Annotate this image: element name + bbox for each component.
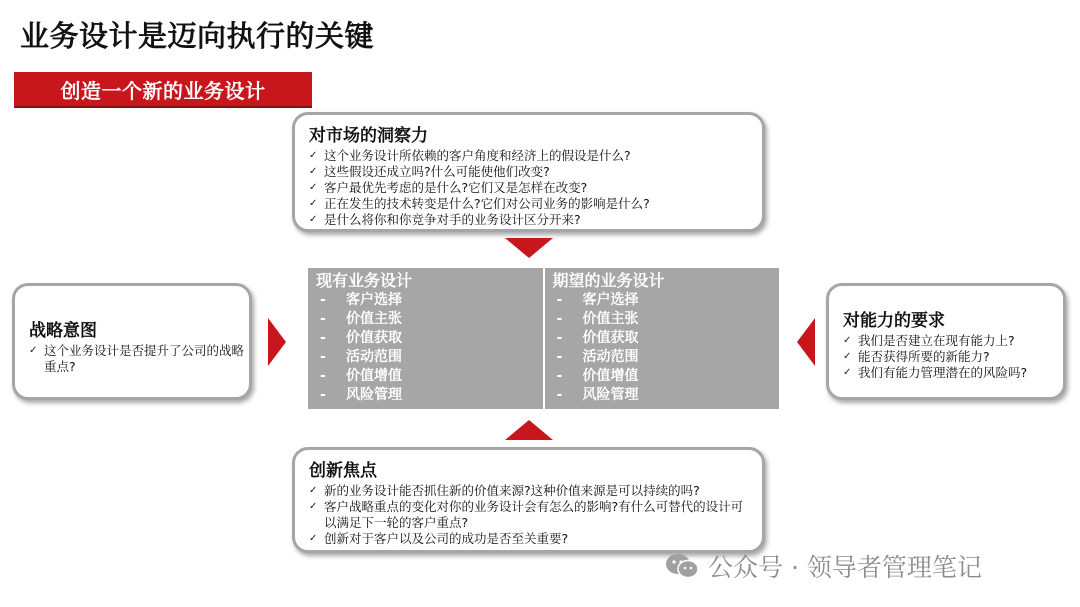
list-item: ✓ 新的业务设计能否抓住新的价值来源?这种价值来源是可以持续的吗? [309, 483, 700, 498]
list-item: ✓ 我们有能力管理潜在的风险吗? [843, 365, 1028, 380]
list-item: - 价值增值 [556, 368, 639, 384]
list-item: - 客户选择 [320, 292, 402, 308]
check-icon: ✓ [309, 533, 318, 544]
arrow-left-icon [797, 318, 815, 366]
list-item: ✓ 客户战略重点的变化对你的业务设计会有怎么的影响?有什么可替代的设计可以满足下一轮的客户重点? [309, 499, 744, 530]
list-item: - 价值增值 [320, 368, 402, 384]
list-item: - 风险管理 [320, 387, 402, 403]
list-item: - 价值主张 [320, 311, 402, 327]
list-item: ✓ 这个业务设计所依赖的客户角度和经济上的假设是什么? [309, 148, 631, 163]
list-item: - 客户选择 [556, 292, 639, 308]
list-item: ✓ 客户最优先考虑的是什么?它们又是怎样在改变? [309, 180, 588, 195]
future-design-column [543, 268, 780, 409]
capability-requirements-list [843, 333, 1063, 381]
check-icon: ✓ [843, 367, 852, 378]
strategic-intent-list [29, 343, 249, 375]
current-design-title: 现有业务设计 [316, 271, 413, 290]
section-tag: 创造一个新的业务设计 [14, 72, 312, 108]
arrow-right-icon [268, 318, 286, 366]
capability-requirements-title: 对能力的要求 [843, 311, 945, 331]
check-icon: ✓ [843, 335, 852, 346]
list-item: - 价值获取 [320, 330, 402, 346]
market-insight-title: 对市场的洞察力 [309, 126, 428, 146]
innovation-focus-box [292, 447, 765, 553]
list-item: ✓ 我们是否建立在现有能力上? [843, 333, 1015, 348]
list-item: - 活动范围 [556, 349, 639, 365]
check-icon: ✓ [843, 351, 852, 362]
check-icon: ✓ [309, 214, 318, 225]
list-item: - 价值主张 [556, 311, 639, 327]
market-insight-list [309, 148, 762, 228]
market-insight-box [292, 112, 765, 232]
wechat-icon [664, 552, 700, 580]
watermark [664, 548, 982, 584]
strategic-intent-title: 战略意图 [29, 321, 97, 341]
check-icon: ✓ [29, 345, 38, 356]
arrow-down-icon [505, 238, 553, 258]
page-title: 业务设计是迈向执行的关键 [20, 19, 375, 53]
list-item: ✓ 正在发生的技术转变是什么?它们对公司业务的影响是什么? [309, 196, 650, 211]
current-design-column [308, 268, 543, 409]
list-item: ✓ 这个业务设计是否提升了公司的战略重点? [29, 343, 245, 374]
list-item: - 价值获取 [556, 330, 639, 346]
list-item: ✓ 创新对于客户以及公司的成功是否至关重要? [309, 531, 569, 546]
list-item: ✓ 这些假设还成立吗?什么可能使他们改变? [309, 164, 550, 179]
strategic-intent-box [12, 283, 252, 400]
check-icon: ✓ [309, 198, 318, 209]
list-item: - 活动范围 [320, 349, 402, 365]
list-item: - 风险管理 [556, 387, 639, 403]
check-icon: ✓ [309, 182, 318, 193]
watermark-text: 公众号 · 领导者管理笔记 [708, 553, 982, 582]
check-icon: ✓ [309, 501, 318, 512]
innovation-focus-list [309, 483, 762, 547]
arrow-up-icon [505, 420, 553, 440]
capability-requirements-box [826, 283, 1066, 400]
future-design-title: 期望的业务设计 [552, 271, 665, 290]
business-design-grid [308, 268, 779, 409]
check-icon: ✓ [309, 150, 318, 161]
check-icon: ✓ [309, 485, 318, 496]
list-item: ✓ 是什么将你和你竞争对手的业务设计区分开来? [309, 212, 581, 227]
list-item: ✓ 能否获得所要的新能力? [843, 349, 990, 364]
check-icon: ✓ [309, 166, 318, 177]
innovation-focus-title: 创新焦点 [309, 461, 377, 481]
